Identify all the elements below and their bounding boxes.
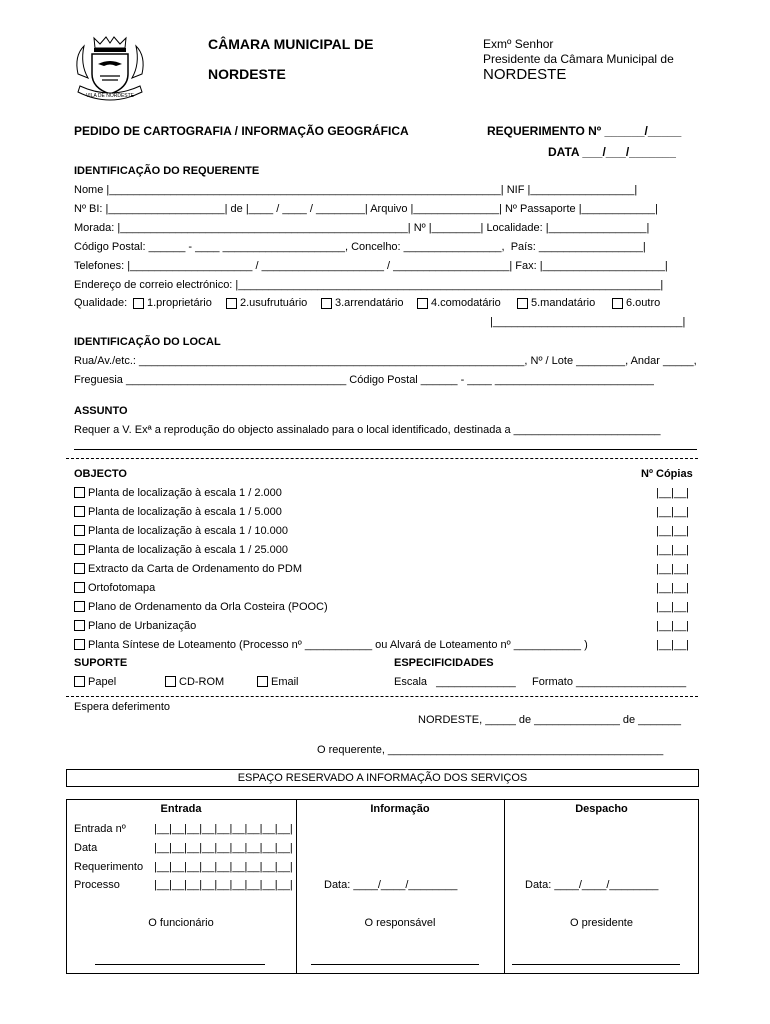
objecto-item: Planta de localização à escala 1 / 5.000 — [88, 506, 282, 518]
entrada-no-label: Entrada nº — [74, 823, 126, 835]
qualidade-outro-field[interactable]: |_______________________________| — [490, 316, 686, 328]
qualidade-option-4: 4.comodatário — [431, 297, 501, 309]
copias-field[interactable]: |__|__| — [656, 582, 690, 594]
suporte-checkbox-cdrom[interactable] — [165, 676, 176, 687]
informacao-date-field[interactable]: Data: ____/____/________ — [324, 879, 458, 891]
crest-motto: VILA DE NORDESTE — [85, 93, 135, 99]
requerente-signature-line[interactable]: O requerente, _____________________________________________ — [317, 744, 664, 756]
presidente-signature-line[interactable] — [512, 964, 680, 965]
objecto-item: Extracto da Carta de Ordenamento do PDM — [88, 563, 302, 575]
table-column-divider — [504, 799, 505, 974]
objecto-heading: OBJECTO — [74, 468, 127, 480]
org-name-line1: CÂMARA MUNICIPAL DE — [208, 36, 374, 52]
qualidade-checkbox-2[interactable] — [226, 298, 237, 309]
copias-field[interactable]: |__|__| — [656, 601, 690, 613]
objecto-item: Planta de localização à escala 1 / 2.000 — [88, 487, 282, 499]
despacho-heading: Despacho — [575, 803, 628, 815]
qualidade-label: Qualidade: — [74, 297, 128, 309]
objecto-checkbox[interactable] — [74, 506, 85, 517]
suporte-heading: SUPORTE — [74, 657, 128, 669]
org-name-line2: NORDESTE — [208, 66, 286, 82]
freguesia-codigo-postal-fields[interactable]: Freguesia ____________________________________ Código Postal ______ - ____ __________________________ — [74, 374, 654, 386]
objecto-checkbox[interactable] — [74, 525, 85, 536]
suporte-option: Email — [271, 676, 299, 688]
objecto-item: Planta de localização à escala 1 / 10.000 — [88, 525, 288, 537]
copias-field[interactable]: |__|__| — [656, 620, 690, 632]
responsavel-signature-line[interactable] — [311, 964, 479, 965]
suporte-option: Papel — [88, 676, 117, 688]
bi-passaporte-fields[interactable]: Nº BI: |___________________| de |____ / ____ / ________| Arquivo |______________| Nº Passaporte |____________| — [74, 203, 658, 215]
qualidade-checkbox-6[interactable] — [612, 298, 623, 309]
objecto-checkbox[interactable] — [74, 582, 85, 593]
objecto-checkbox[interactable] — [74, 563, 85, 574]
copias-heading: Nº Cópias — [641, 468, 693, 480]
qualidade-option-6: 6.outro — [626, 297, 661, 309]
objecto-item: Planta de localização à escala 1 / 25.000 — [88, 544, 288, 556]
qualidade-option-2: 2.usufrutuário — [240, 297, 308, 309]
morada-fields[interactable]: Morada: |_______________________________________________| Nº |________| Localidade: |________________| — [74, 222, 650, 234]
codigo-postal-fields[interactable]: Código Postal: ______ - ____ ____________________, Concelho: ________________, País: _________________| — [74, 241, 646, 253]
qualidade-checkbox-4[interactable] — [417, 298, 428, 309]
objecto-item: Ortofotomapa — [88, 582, 156, 594]
objecto-checkbox[interactable] — [74, 601, 85, 612]
assunto-heading: ASSUNTO — [74, 405, 128, 417]
requerimento-number-field[interactable]: REQUERIMENTO Nº ______/_____ — [487, 124, 682, 138]
entrada-heading: Entrada — [160, 803, 202, 815]
data-field[interactable]: |__|__|__|__|__|__|__|__|__| — [154, 842, 293, 854]
telefones-fax-fields[interactable]: Telefones: |____________________ / ____________________ / ___________________| Fax: |____________________| — [74, 260, 668, 272]
section-divider — [66, 696, 698, 697]
form-title: PEDIDO DE CARTOGRAFIA / INFORMAÇÃO GEOGRÁFICA — [74, 124, 409, 138]
requerimento-field[interactable]: |__|__|__|__|__|__|__|__|__| — [154, 861, 293, 873]
funcionario-signature-line[interactable] — [95, 964, 265, 965]
addressee-line2: Presidente da Câmara Municipal de — [483, 52, 674, 66]
processo-field[interactable]: |__|__|__|__|__|__|__|__|__| — [154, 879, 293, 891]
data-label: Data — [74, 842, 98, 854]
qualidade-option-5: 5.mandatário — [531, 297, 596, 309]
date-field[interactable]: DATA ___/___/_______ — [548, 145, 676, 159]
copias-field[interactable]: |__|__| — [656, 525, 690, 537]
funcionario-label: O funcionário — [148, 917, 214, 929]
formato-field[interactable]: Formato __________________ — [532, 676, 687, 688]
addressee-line3: NORDESTE — [483, 66, 567, 83]
requerente-heading: IDENTIFICAÇÃO DO REQUERENTE — [74, 165, 260, 177]
suporte-checkbox-papel[interactable] — [74, 676, 85, 687]
objecto-item: Planta Síntese de Loteamento (Processo nº ___________ ou Alvará de Loteamento nº ___________ ) — [88, 639, 588, 651]
copias-field[interactable]: |__|__| — [656, 544, 690, 556]
qualidade-option-3: 3.arrendatário — [335, 297, 404, 309]
suporte-checkbox-email[interactable] — [257, 676, 268, 687]
processo-label: Processo — [74, 879, 120, 891]
servicos-title: ESPAÇO RESERVADO A INFORMAÇÃO DOS SERVIÇOS — [237, 772, 528, 784]
entrada-no-field[interactable]: |__|__|__|__|__|__|__|__|__| — [154, 823, 293, 835]
suporte-option: CD-ROM — [179, 676, 225, 688]
section-divider — [66, 458, 698, 459]
nome-nif-fields[interactable]: Nome |________________________________________________________________| NIF |_________________| — [74, 184, 638, 196]
municipal-crest-logo — [70, 34, 150, 106]
copias-field[interactable]: |__|__| — [656, 487, 690, 499]
espera-deferimento: Espera deferimento — [74, 701, 170, 713]
informacao-heading: Informação — [370, 803, 430, 815]
objecto-checkbox[interactable] — [74, 487, 85, 498]
assunto-continuation-line[interactable] — [74, 449, 697, 450]
escala-field[interactable]: Escala _____________ — [394, 676, 516, 688]
local-date-line[interactable]: NORDESTE, _____ de ______________ de _______ — [418, 714, 681, 726]
objecto-checkbox[interactable] — [74, 620, 85, 631]
especificidades-heading: ESPECIFICIDADES — [394, 657, 494, 669]
copias-field[interactable]: |__|__| — [656, 506, 690, 518]
email-field[interactable]: Endereço de correio electrónico: |_____________________________________________________________________| — [74, 279, 664, 291]
requerimento-label: Requerimento — [74, 861, 144, 873]
objecto-item: Plano de Ordenamento da Orla Costeira (POOC) — [88, 601, 328, 613]
local-heading: IDENTIFICAÇÃO DO LOCAL — [74, 336, 221, 348]
qualidade-checkbox-1[interactable] — [133, 298, 144, 309]
qualidade-checkbox-3[interactable] — [321, 298, 332, 309]
objecto-checkbox[interactable] — [74, 544, 85, 555]
qualidade-checkbox-5[interactable] — [517, 298, 528, 309]
copias-field[interactable]: |__|__| — [656, 563, 690, 575]
copias-field[interactable]: |__|__| — [656, 639, 690, 651]
despacho-date-field[interactable]: Data: ____/____/________ — [525, 879, 659, 891]
objecto-checkbox[interactable] — [74, 639, 85, 650]
qualidade-option-1: 1.proprietário — [147, 297, 212, 309]
assunto-text[interactable]: Requer a V. Exª a reprodução do objecto assinalado para o local identificado, destinada a ________________________ — [74, 424, 661, 436]
presidente-label: O presidente — [570, 917, 633, 929]
table-column-divider — [296, 799, 297, 974]
objecto-item: Plano de Urbanização — [88, 620, 197, 632]
addressee-line1: Exmº Senhor — [483, 37, 554, 51]
rua-lote-andar-fields[interactable]: Rua/Av./etc.: _______________________________________________________________, Nº / Lote ________, Andar _____, — [74, 355, 697, 367]
responsavel-label: O responsável — [364, 917, 436, 929]
